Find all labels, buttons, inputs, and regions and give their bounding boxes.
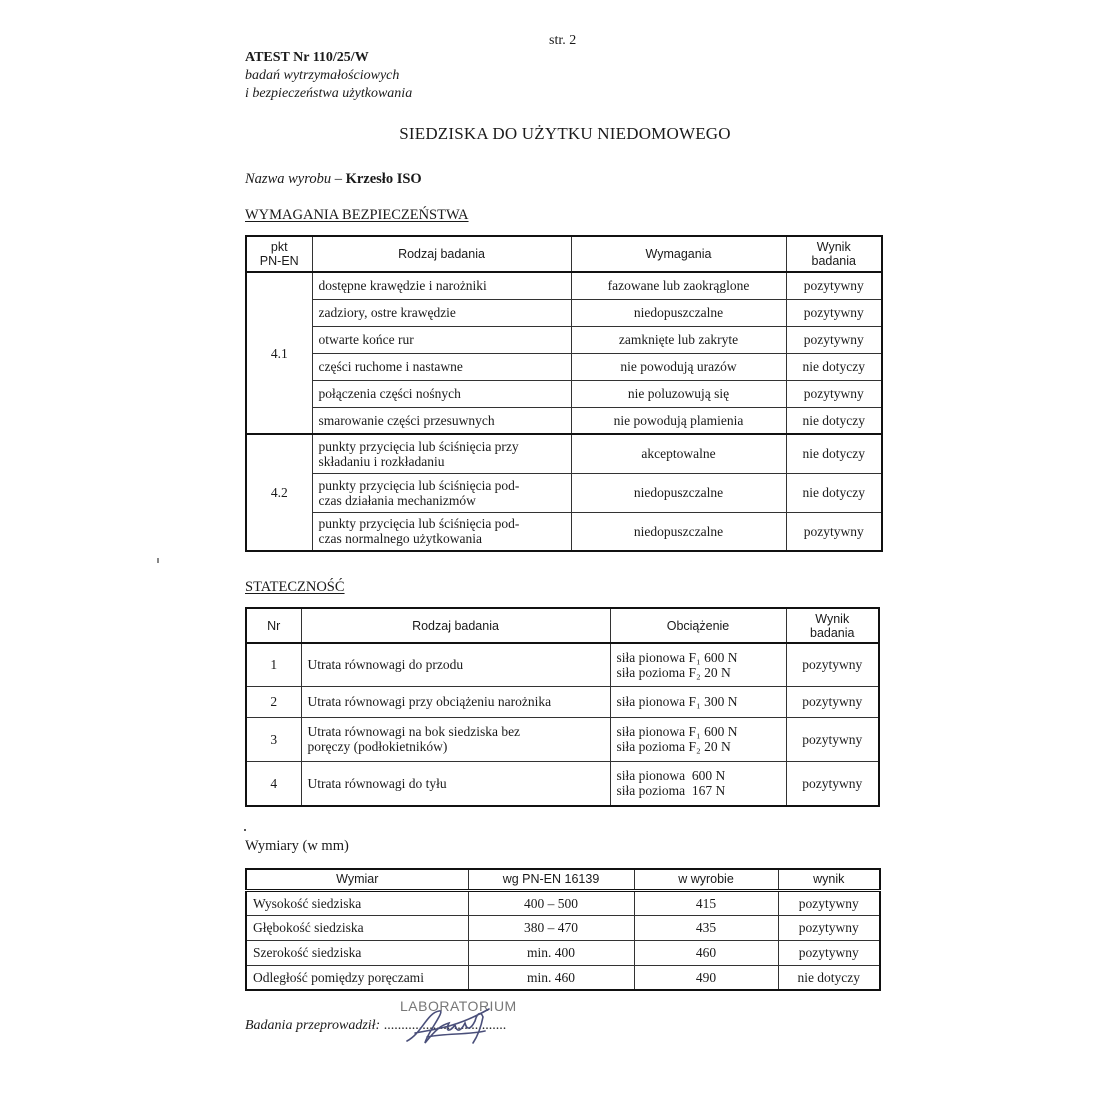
nr-cell: 4 [246, 761, 301, 806]
col-header-standard: wg PN-EN 16139 [468, 869, 634, 890]
result-cell: pozytywny [786, 686, 879, 717]
result-cell: pozytywny [786, 717, 879, 761]
table-row [246, 890, 880, 915]
signature-stroke [407, 1009, 489, 1043]
col-header-result: Wynik badania [786, 236, 882, 272]
safety-heading: WYMAGANIA BEZPIECZEŃSTWA [245, 207, 469, 223]
product-value-cell: 435 [634, 915, 778, 940]
table-header-row [246, 608, 879, 643]
requirement-cell: akceptowalne [571, 434, 786, 473]
test-cell: części ruchome i nastawne [312, 353, 571, 380]
clause-cell: 4.2 [246, 434, 312, 551]
result-cell: nie dotyczy [786, 473, 882, 512]
result-cell: nie dotyczy [786, 407, 882, 434]
result-cell: nie dotyczy [786, 353, 882, 380]
dimension-cell: Wysokość siedziska [246, 890, 468, 915]
requirement-cell: niedopuszczalne [571, 512, 786, 551]
result-cell: pozytywny [786, 272, 882, 299]
nr-cell: 1 [246, 643, 301, 686]
result-cell: pozytywny [778, 915, 880, 940]
requirement-cell: niedopuszczalne [571, 299, 786, 326]
col-header-nr: Nr [246, 608, 301, 643]
stability-heading: STATECZNOŚĆ [245, 579, 345, 595]
test-cell: otwarte końce rur [312, 326, 571, 353]
table-row [246, 915, 880, 940]
product-separator: – [331, 171, 346, 187]
table-row [246, 473, 882, 512]
col-header-test-type: Rodzaj badania [301, 608, 610, 643]
safety-requirements-table [245, 235, 883, 552]
signed-by-label: Badania przeprowadził: [245, 1018, 381, 1033]
result-cell: pozytywny [786, 643, 879, 686]
standard-cell: 400 – 500 [468, 890, 634, 915]
test-cell: Utrata równowagi przy obciążeniu narożnika [301, 686, 610, 717]
requirement-cell: zamknięte lub zakryte [571, 326, 786, 353]
test-cell: zadziory, ostre krawędzie [312, 299, 571, 326]
result-cell: pozytywny [786, 761, 879, 806]
table-header-row [246, 236, 882, 272]
product-value-cell: 490 [634, 965, 778, 990]
table-header-row [246, 869, 880, 890]
col-header-product-value: w wyrobie [634, 869, 778, 890]
col-header-result: Wynik badania [786, 608, 879, 643]
dimension-cell: Szerokość siedziska [246, 940, 468, 965]
table-row [246, 717, 879, 761]
col-header-clause: pkt PN-EN [246, 236, 312, 272]
test-cell: dostępne krawędzie i narożniki [312, 272, 571, 299]
table-row [246, 761, 879, 806]
test-cell: Utrata równowagi do tyłu [301, 761, 610, 806]
col-header-result: wynik [778, 869, 880, 890]
nr-cell: 2 [246, 686, 301, 717]
certificate-subtitle-line2: i bezpieczeństwa użytkowania [245, 86, 413, 101]
test-cell: punkty przycięcia lub ściśnięcia pod- czas normalnego użytkowania [312, 512, 571, 551]
standard-cell: min. 460 [468, 965, 634, 990]
signature-dotted-line: ................................... [383, 1018, 507, 1033]
clause-cell: 4.1 [246, 272, 312, 434]
dimensions-heading: Wymiary (w mm) [245, 838, 349, 854]
result-cell: nie dotyczy [778, 965, 880, 990]
stability-table [245, 607, 880, 807]
product-value-cell: 415 [634, 890, 778, 915]
product-name-line [245, 171, 422, 188]
certificate-title: ATEST Nr 110/25/W [245, 50, 369, 65]
col-header-test-type: Rodzaj badania [312, 236, 571, 272]
test-cell: Utrata równowagi na bok siedziska bez poręczy (podłokietników) [301, 717, 610, 761]
requirement-cell: nie powodują urazów [571, 353, 786, 380]
scan-artifact [157, 558, 159, 563]
load-cell: siła pionowa F₁ 300 N [610, 686, 786, 717]
test-cell: połączenia części nośnych [312, 380, 571, 407]
nr-cell: 3 [246, 717, 301, 761]
table-row [246, 686, 879, 717]
standard-cell: 380 – 470 [468, 915, 634, 940]
standard-cell: min. 400 [468, 940, 634, 965]
table-row [246, 353, 882, 380]
signature-scribble [397, 1003, 507, 1049]
document-title: SIEDZISKA DO UŻYTKU NIEDOMOWEGO [399, 124, 731, 143]
requirement-cell: nie powodują plamienia [571, 407, 786, 434]
result-cell: pozytywny [786, 380, 882, 407]
requirement-cell: nie poluzowują się [571, 380, 786, 407]
load-cell: siła pionowa F₁ 600 N siła pozioma F₂ 20 N [610, 717, 786, 761]
result-cell: nie dotyczy [786, 434, 882, 473]
result-cell: pozytywny [786, 299, 882, 326]
test-cell: smarowanie części przesuwnych [312, 407, 571, 434]
col-header-requirements: Wymagania [571, 236, 786, 272]
table-row [246, 407, 882, 434]
result-cell: pozytywny [786, 512, 882, 551]
dimension-cell: Odległość pomiędzy poręczami [246, 965, 468, 990]
product-label: Nazwa wyrobu [245, 171, 332, 187]
scan-artifact [244, 829, 246, 831]
result-cell: pozytywny [778, 940, 880, 965]
table-row [246, 434, 882, 473]
col-header-load: Obciążenie [610, 608, 786, 643]
table-row [246, 299, 882, 326]
laboratory-stamp: LABORATORIUM [400, 998, 517, 1014]
dimensions-table [245, 868, 881, 991]
test-cell: punkty przycięcia lub ściśnięcia pod- czas działania mechanizmów [312, 473, 571, 512]
table-row [246, 965, 880, 990]
product-name: Krzesło ISO [345, 171, 422, 187]
dimension-cell: Głębokość siedziska [246, 915, 468, 940]
table-row [246, 380, 882, 407]
table-row [246, 643, 879, 686]
product-value-cell: 460 [634, 940, 778, 965]
table-row [246, 326, 882, 353]
table-row [246, 272, 882, 299]
result-cell: pozytywny [786, 326, 882, 353]
requirement-cell: fazowane lub zaokrąglone [571, 272, 786, 299]
col-header-dimension: Wymiar [246, 869, 468, 890]
table-row [246, 512, 882, 551]
test-cell: Utrata równowagi do przodu [301, 643, 610, 686]
page-number: str. 2 [549, 33, 577, 48]
load-cell: siła pionowa 600 N siła pozioma 167 N [610, 761, 786, 806]
certificate-subtitle-line1: badań wytrzymałościowych [245, 68, 400, 83]
test-cell: punkty przycięcia lub ściśnięcia przy składaniu i rozkładaniu [312, 434, 571, 473]
requirement-cell: niedopuszczalne [571, 473, 786, 512]
table-row [246, 940, 880, 965]
load-cell: siła pionowa F₁ 600 N siła pozioma F₂ 20 N [610, 643, 786, 686]
result-cell: pozytywny [778, 890, 880, 915]
